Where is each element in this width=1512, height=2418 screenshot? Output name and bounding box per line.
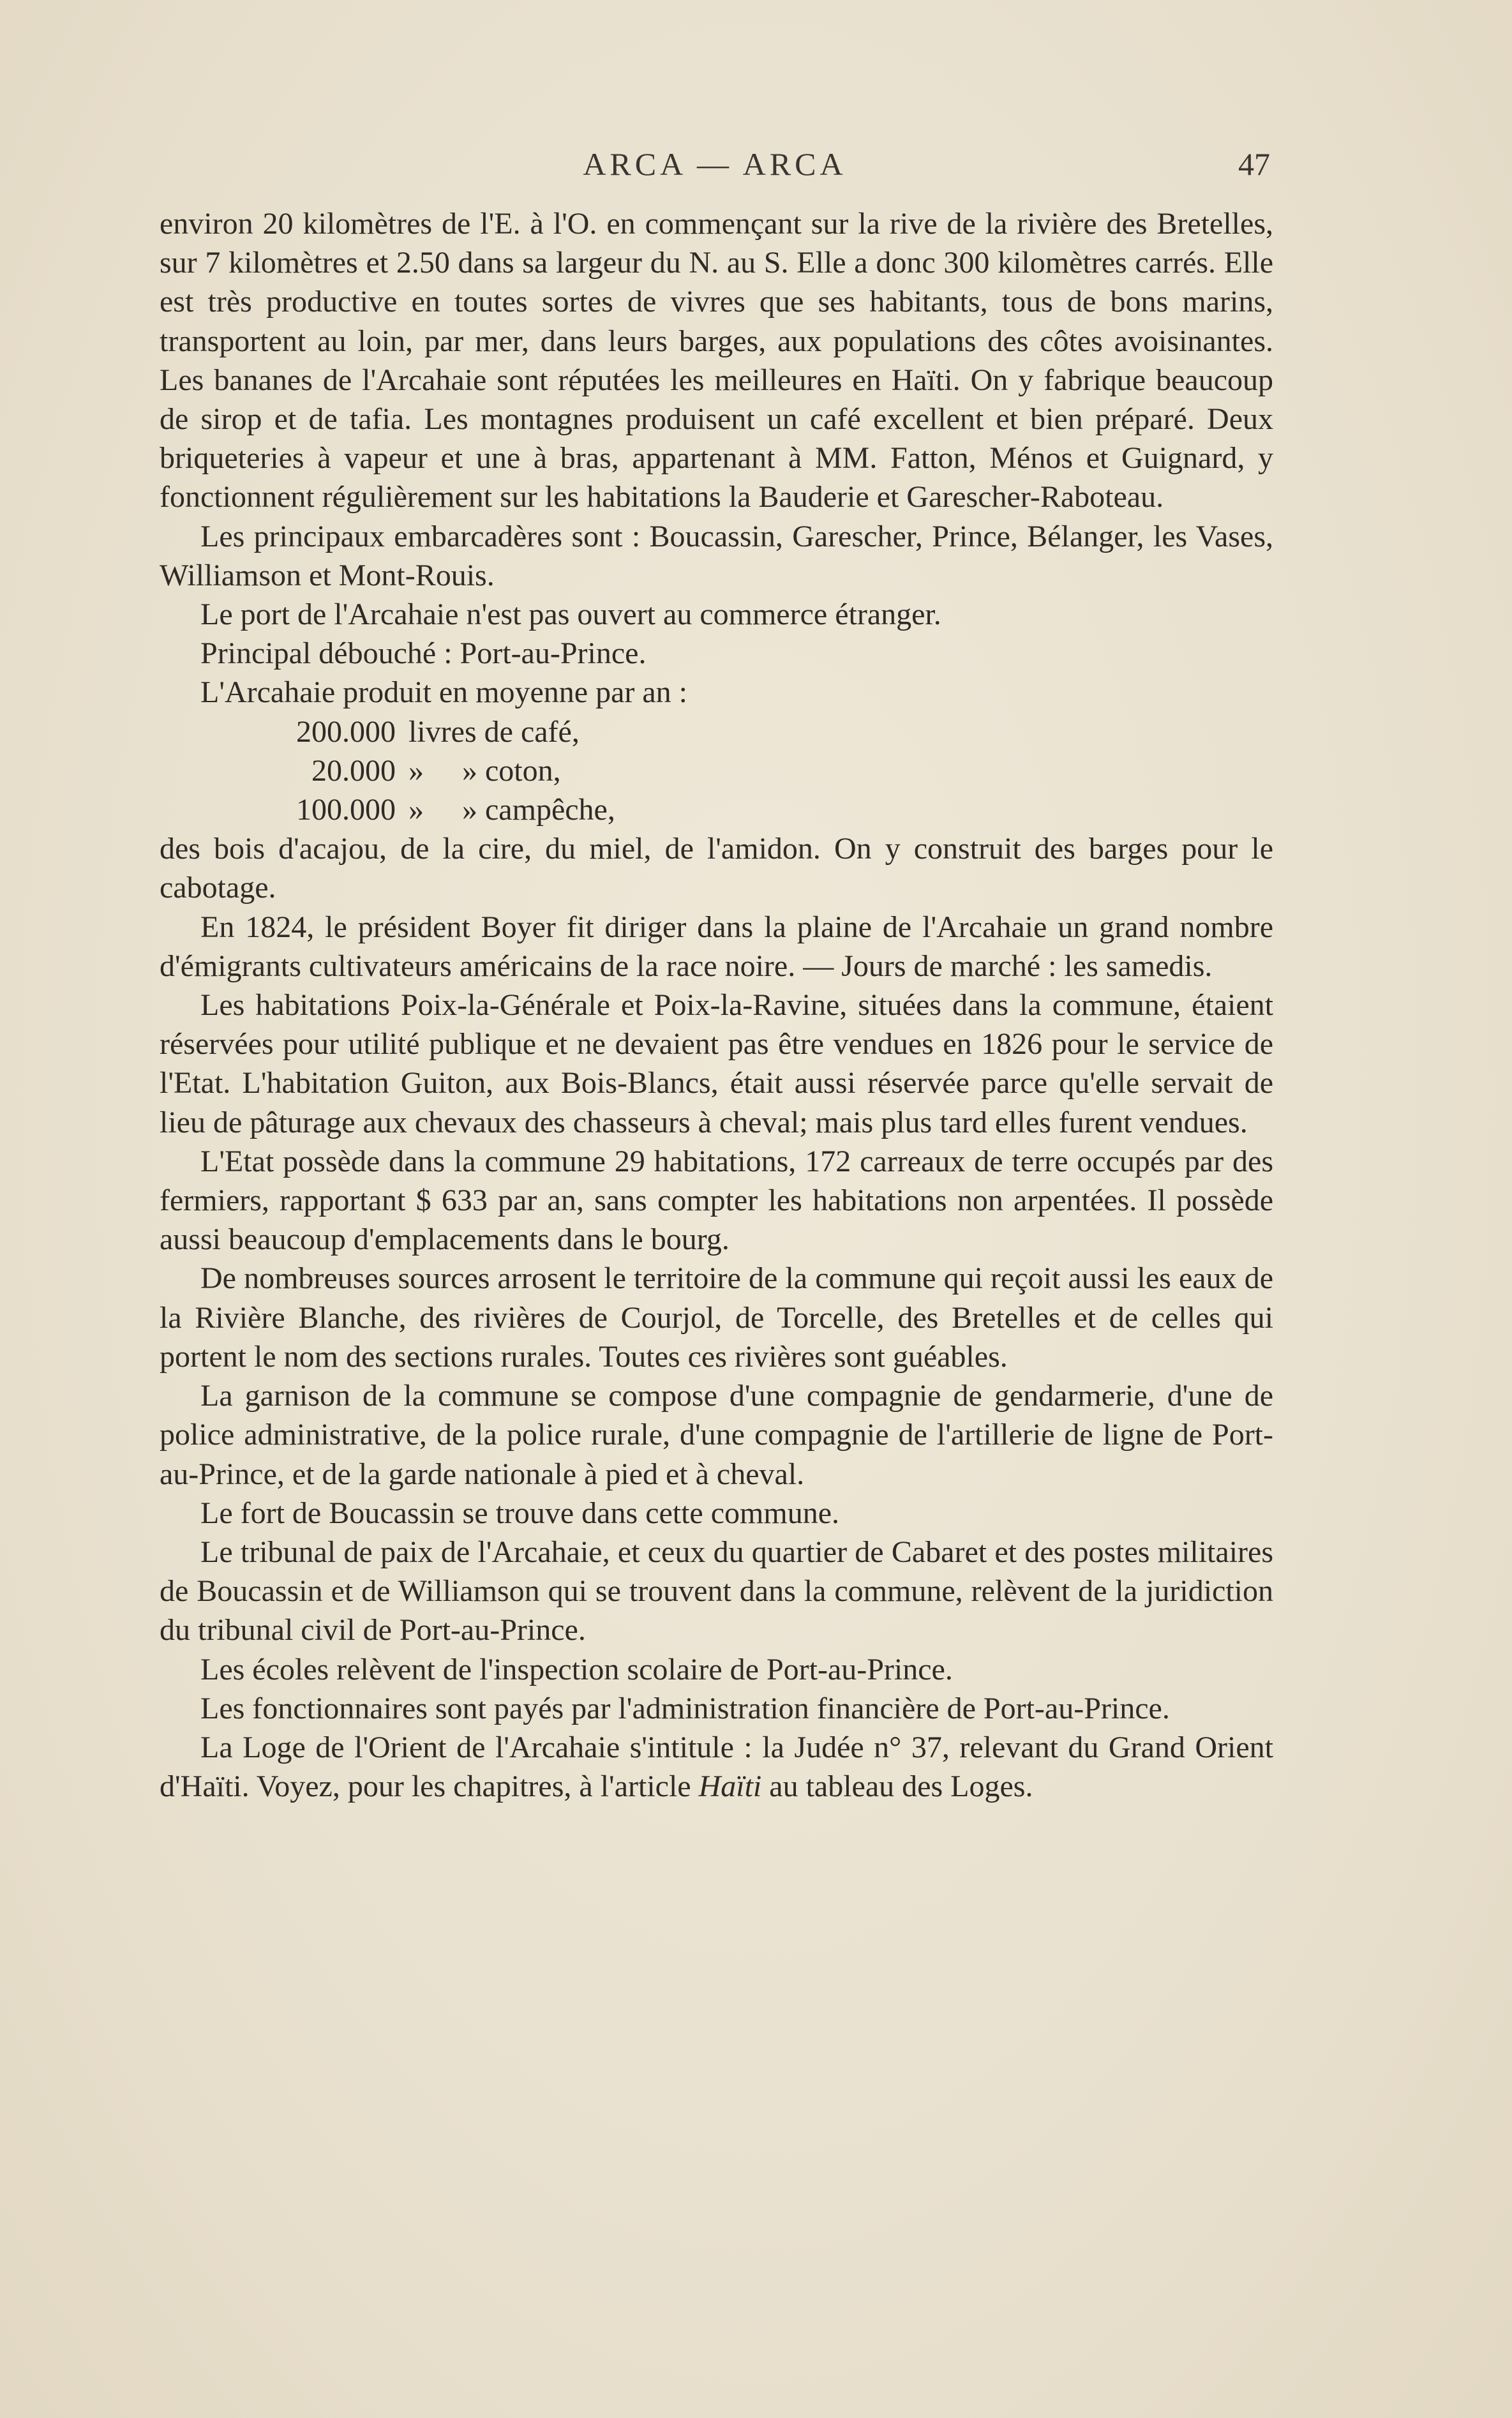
paragraph: En 1824, le président Boyer fit diriger dans la plaine de l'Arcahaie un grand nombre d'émigrants cultivateurs américains de la race noire. — Jours de marché : les samedis. xyxy=(160,910,1273,983)
paragraph: Les fonctionnaires sont payés par l'administration financière de Port-au-Prince. xyxy=(200,1691,1170,1725)
running-header xyxy=(160,146,1270,197)
paragraph-text: La Loge de l'Orient de l'Arcahaie s'intitule : la Judée n° 37, relevant du Grand Orient d'Haïti. Voyez, pour les chapitres, à l'article xyxy=(160,1730,1273,1804)
production-quantity: 20.000 xyxy=(311,753,396,788)
production-quantity: 100.000 xyxy=(296,793,396,827)
paragraph: L'Arcahaie produit en moyenne par an : xyxy=(200,675,688,710)
page-number: 47 xyxy=(1238,146,1270,182)
production-line xyxy=(160,712,1273,751)
production-item: livres de café, xyxy=(408,714,580,749)
paragraph: Principal débouché : Port-au-Prince. xyxy=(200,636,647,671)
italic-reference: Haïti xyxy=(698,1769,762,1804)
paragraph: L'Etat possède dans la commune 29 habitations, 172 carreaux de terre occupés par des fermiers, rapportant $ 633 par an, sans compter les habitations non arpentées. Il possède aussi beaucoup d'emplacements dans le bourg. xyxy=(160,1144,1273,1257)
paragraph: Le tribunal de paix de l'Arcahaie, et ceux du quartier de Cabaret et des postes militaires de Boucassin et de Williamson qui se trouvent dans la commune, relèvent de la juridiction du tribunal civil de Port-au-Prince. xyxy=(160,1535,1273,1648)
production-quantity: 200.000 xyxy=(296,714,396,749)
paragraph: Le port de l'Arcahaie n'est pas ouvert au commerce étranger. xyxy=(200,597,941,632)
paragraph-text: au tableau des Loges. xyxy=(769,1769,1033,1804)
paragraph: La garnison de la commune se compose d'une compagnie de gendarmerie, d'une de police administrative, de la police rurale, d'une compagnie de l'artillerie de ligne de Port-au-Prince, et de la garde nationale à pied et à cheval. xyxy=(160,1379,1273,1491)
paragraph: des bois d'acajou, de la cire, du miel, de l'amidon. On y construit des barges pour le cabotage. xyxy=(160,832,1273,905)
paragraph: Les écoles relèvent de l'inspection scolaire de Port-au-Prince. xyxy=(200,1652,953,1686)
paragraph xyxy=(160,1728,1273,1806)
production-item: » » campêche, xyxy=(408,793,615,827)
production-line xyxy=(160,751,1273,790)
paragraph: Les principaux embarcadères sont : Boucassin, Garescher, Prince, Bélanger, les Vases, Williamson et Mont-Rouis. xyxy=(160,519,1273,592)
running-title: ARCA — ARCA xyxy=(583,146,847,182)
paragraph: environ 20 kilomètres de l'E. à l'O. en commençant sur la rive de la rivière des Bretelles, sur 7 kilomètres et 2.50 dans sa largeur du N. au S. Elle a donc 300 kilomètres carrés. Elle est très productive en toutes sortes de vivres que ses habitants, tous de bons marins, transportent au loin, par mer, dans leurs barges, aux populations des côtes avoisinantes. Les bananes de l'Arcahaie sont réputées les meilleures en Haïti. On y fabrique beaucoup de sirop et de tafia. Les montagnes produisent un café excellent et bien préparé. Deux briqueteries à vapeur et une à bras, appartenant à MM. Fatton, Ménos et Guignard, y fonctionnent régulièrement sur les habitations la Bauderie et Garescher-Raboteau. xyxy=(160,207,1273,514)
production-line xyxy=(160,790,1273,829)
paragraph: De nombreuses sources arrosent le territoire de la commune qui reçoit aussi les eaux de la Rivière Blanche, des rivières de Courjol, de Torcelle, des Bretelles et de celles qui portent le nom des sections rurales. Toutes ces rivières sont guéables. xyxy=(160,1261,1273,1374)
paragraph: Le fort de Boucassin se trouve dans cette commune. xyxy=(200,1496,840,1530)
paragraph: Les habitations Poix-la-Générale et Poix-la-Ravine, situées dans la commune, étaient réservées pour utilité publique et ne devaient pas être vendues en 1826 pour le service de l'Etat. L'habitation Guiton, aux Bois-Blancs, était aussi réservée parce qu'elle servait de lieu de pâturage aux chevaux des chasseurs à cheval; mais plus tard elles furent vendues. xyxy=(160,988,1273,1139)
production-item: » » coton, xyxy=(408,753,561,788)
article-body xyxy=(160,204,1273,1806)
